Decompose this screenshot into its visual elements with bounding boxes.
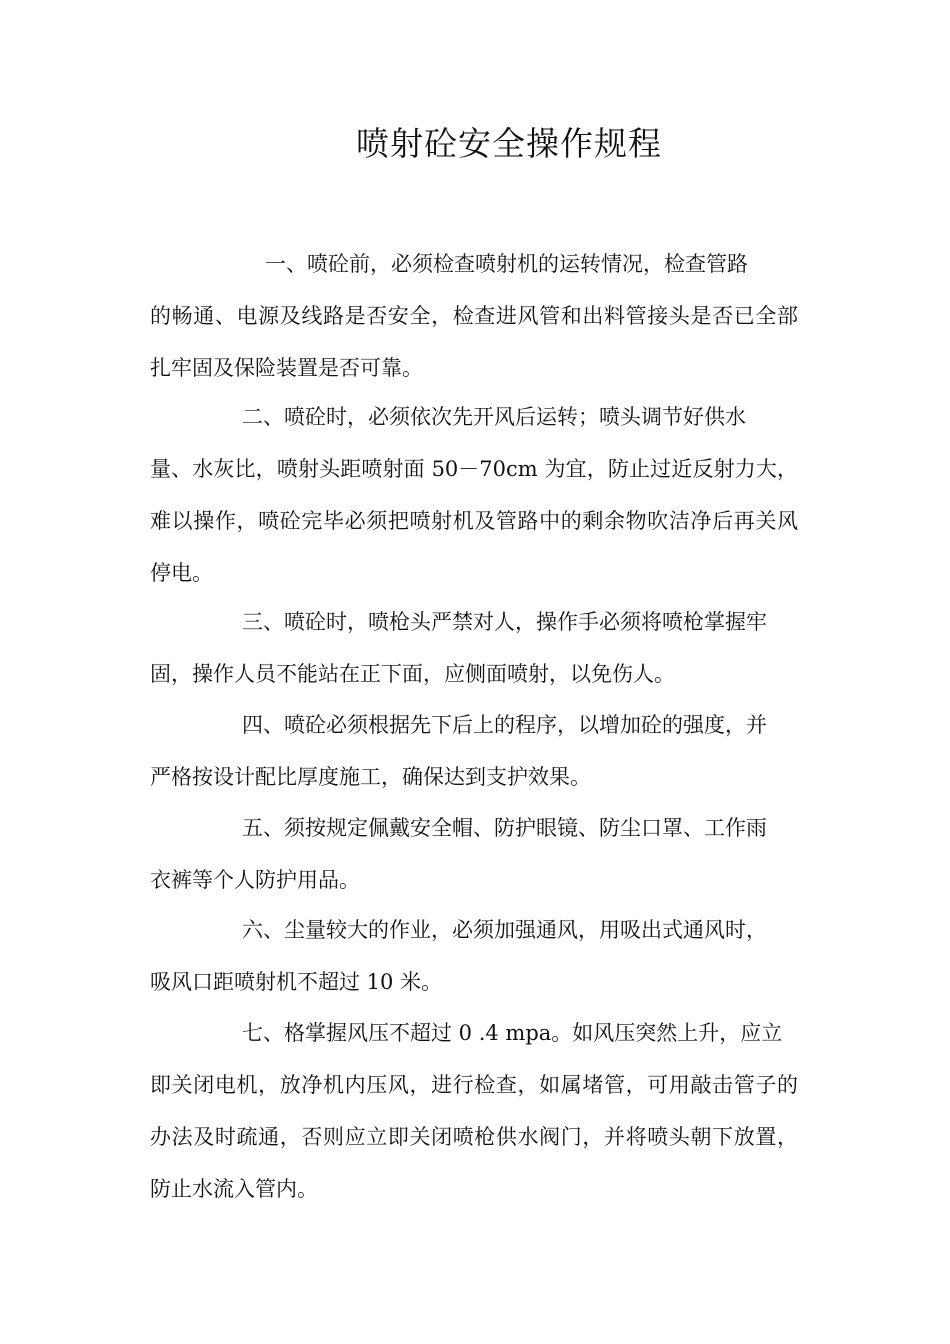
paragraph-6-first-line: 六、尘量较大的作业，必须加强通风，用吸出式通风时， — [242, 918, 767, 942]
paragraph-7 — [150, 1007, 798, 1215]
paragraph-1-first-line: 一、喷砼前，必须检查喷射机的运转情况，检查管路 — [265, 252, 748, 276]
paragraph-3 — [150, 596, 798, 700]
paragraph-5-body: 衣裤等个人防护用品。 — [150, 868, 360, 892]
paragraph-3-first-line: 三、喷砼时，喷枪头严禁对人，操作手必须将喷枪掌握牢 — [242, 610, 767, 634]
paragraph-7-first-line: 七、格掌握风压不超过 0 .4 mpa。如风压突然上升，应立 — [242, 1021, 783, 1045]
paragraph-4 — [150, 699, 798, 803]
paragraph-1-body: 的畅通、电源及线路是否安全，检查进风管和出料管接头是否已全部扎牢固及保险装置是否可靠。 — [150, 304, 798, 380]
document-title: 喷射砼安全操作规程 — [356, 124, 662, 163]
paragraph-6-body: 吸风口距喷射机不超过 10 米。 — [150, 970, 443, 994]
paragraph-5 — [150, 802, 798, 906]
paragraph-7-body: 即关闭电机，放净机内压风，进行检查，如属堵管，可用敲击管子的办法及时疏通，否则应立即关闭喷枪供水阀门，并将喷头朝下放置，防止水流入管内。 — [150, 1073, 798, 1201]
paragraph-4-body: 严格按设计配比厚度施工，确保达到支护效果。 — [150, 765, 591, 789]
paragraph-3-body: 固，操作人员不能站在正下面，应侧面喷射，以免伤人。 — [150, 662, 675, 686]
paragraph-4-first-line: 四、喷砼必须根据先下后上的程序，以增加砼的强度，并 — [242, 713, 767, 737]
paragraph-2-body: 量、水灰比，喷射头距喷射面 50－70cm 为宜，防止过近反射力大，难以操作，喷砼完毕必须把喷射机及管路中的剩余物吹洁净后再关风停电。 — [150, 457, 798, 585]
paragraph-2-first-line: 二、喷砼时，必须依次先开风后运转；喷头调节好供水 — [242, 405, 746, 429]
paragraph-1 — [150, 238, 798, 394]
paragraph-6 — [150, 904, 798, 1008]
paragraph-5-first-line: 五、须按规定佩戴安全帽、防护眼镜、防尘口罩、工作雨 — [242, 816, 767, 840]
paragraph-2 — [150, 391, 798, 599]
